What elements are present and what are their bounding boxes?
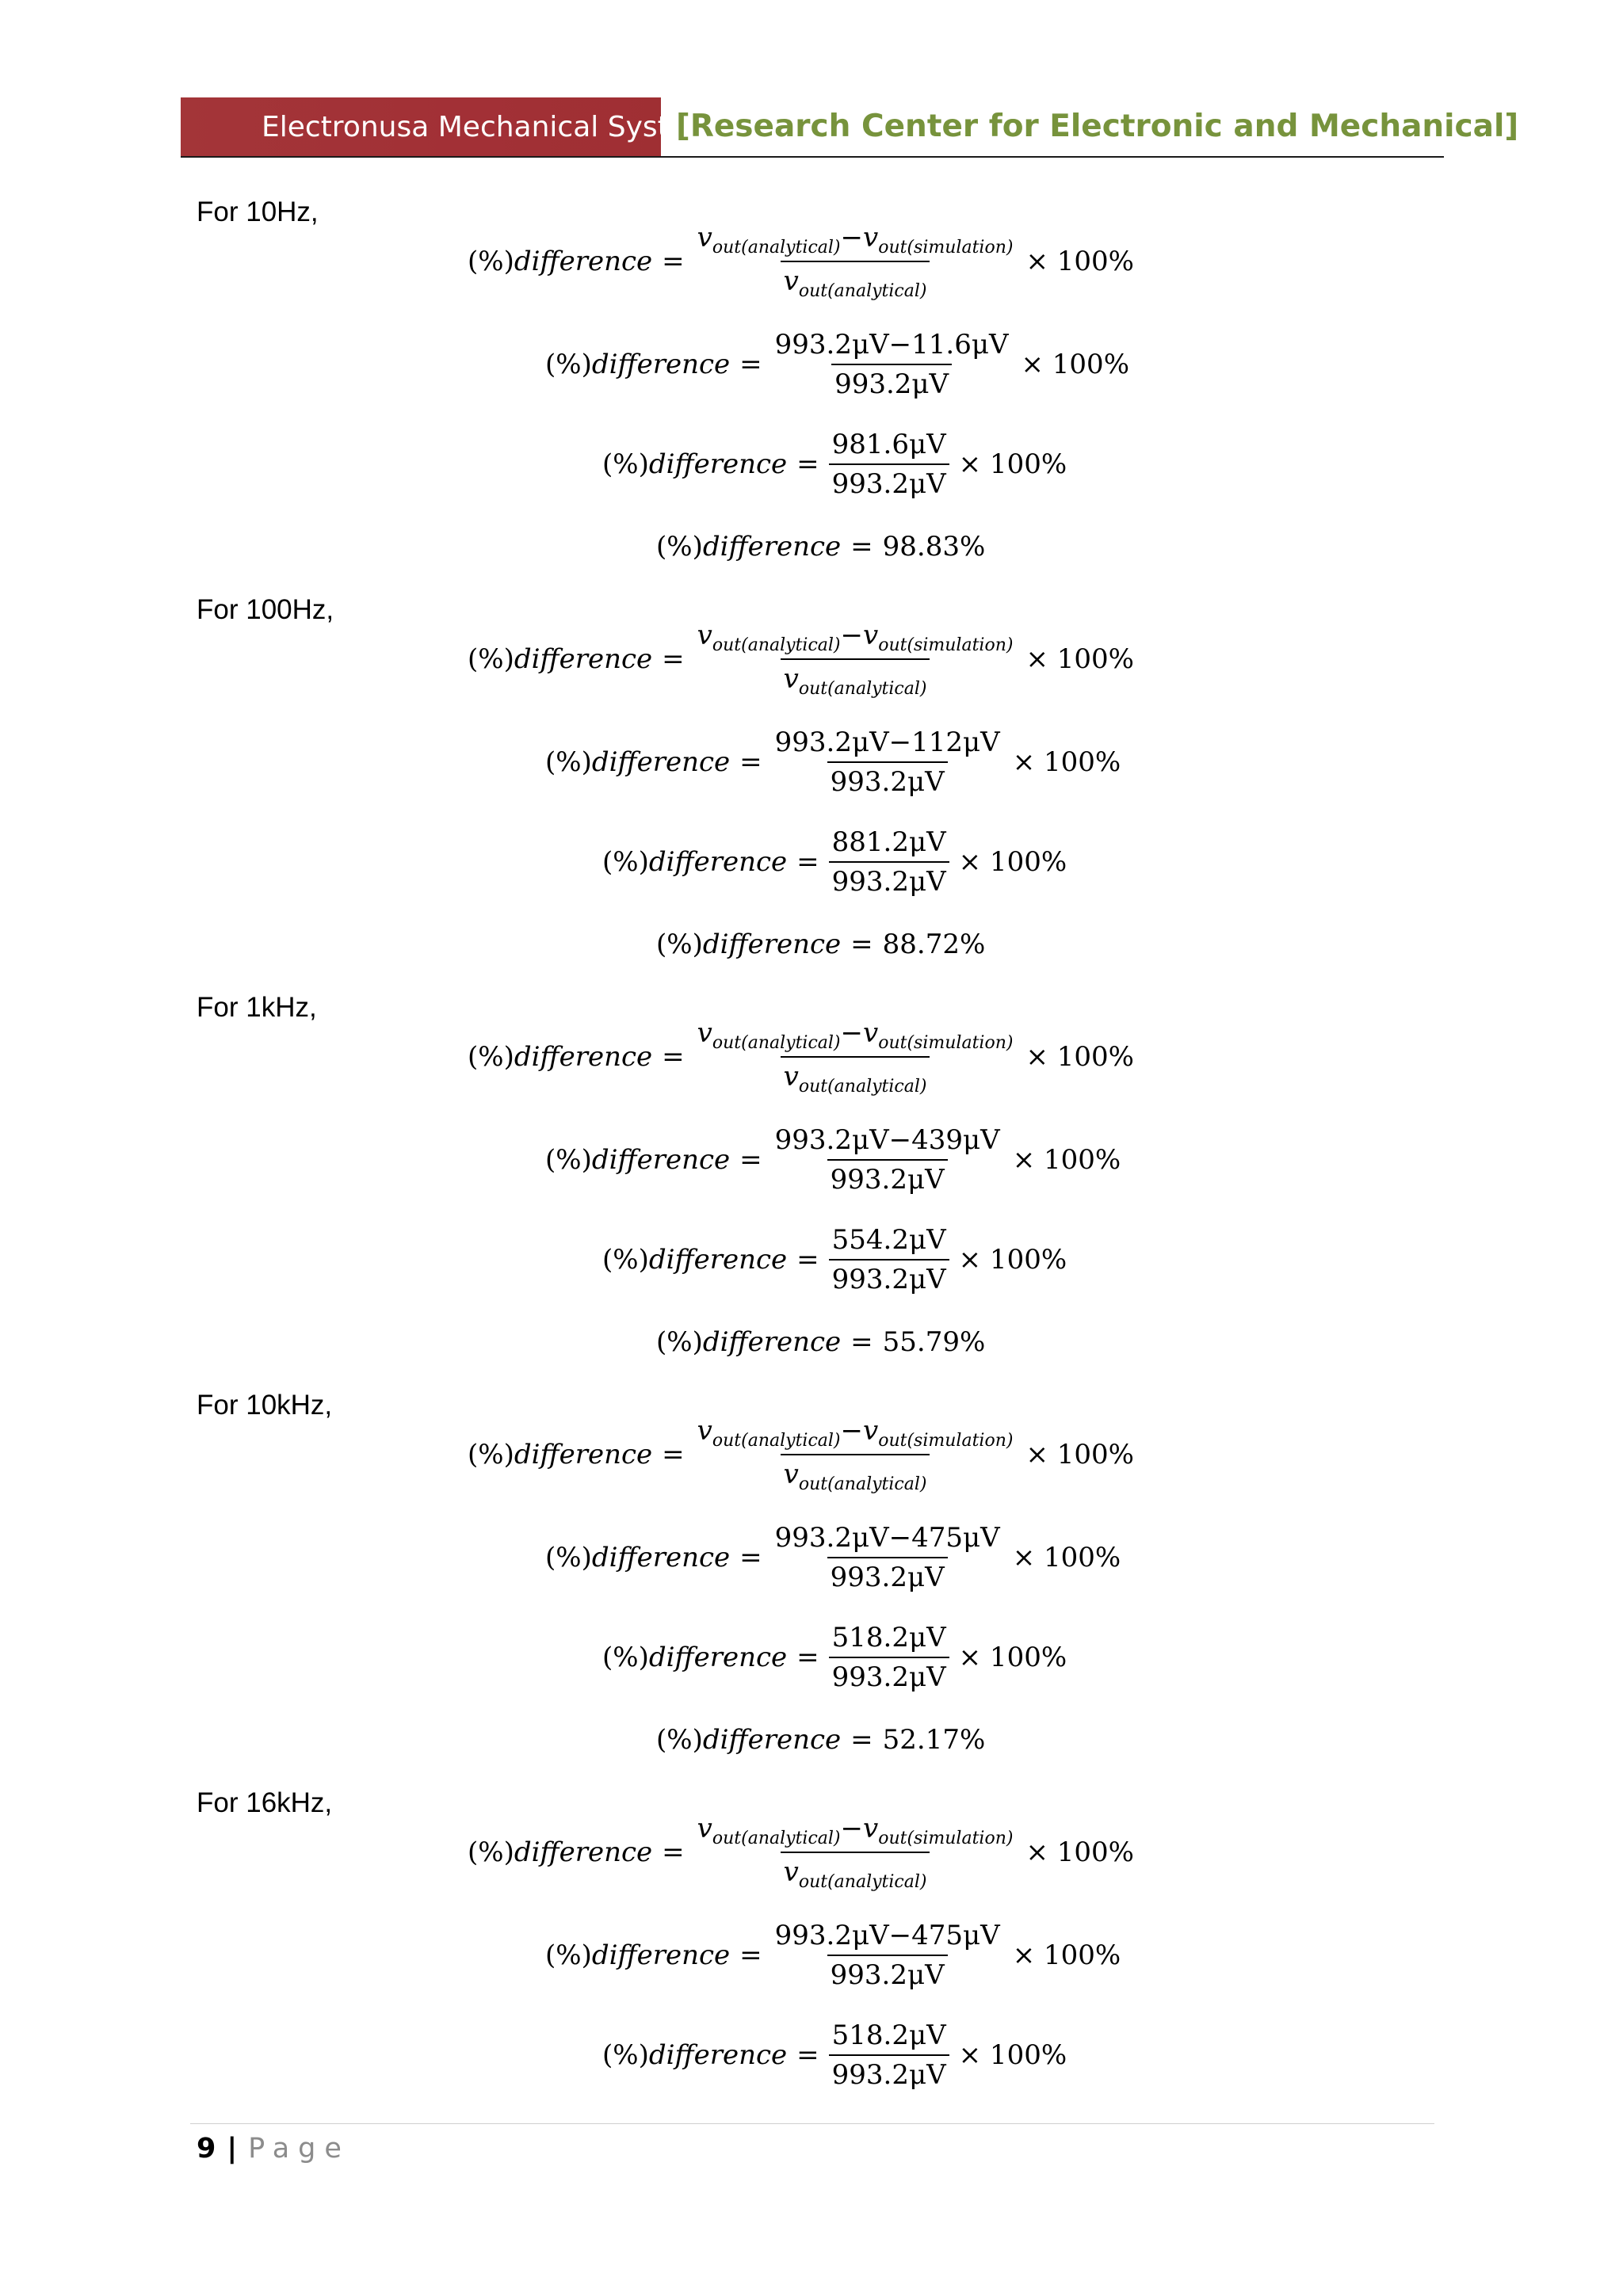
equals-sign: =: [796, 448, 819, 480]
times-100-percent: × 100%: [1025, 1836, 1134, 1868]
equation-lhs: [602, 1244, 787, 1276]
equation-result: [656, 911, 985, 978]
voltage-symbol: v: [783, 1856, 799, 1888]
denominator: 993.2μV: [829, 861, 949, 898]
analytical-value: 993.2μV: [774, 1124, 889, 1156]
denominator: 993.2μV: [829, 463, 949, 500]
voltage-term: [697, 1017, 841, 1053]
lhs-prefix: (%): [545, 349, 592, 380]
lhs-prefix: (%): [545, 1144, 592, 1176]
equation-lhs: [602, 1642, 787, 1673]
voltage-symbol: v: [697, 1415, 712, 1447]
minus-sign: −: [888, 1124, 912, 1156]
voltage-symbol: v: [863, 620, 879, 652]
fraction: [829, 1224, 949, 1295]
minus-sign: −: [888, 329, 912, 360]
voltage-subscript: out(analytical): [712, 1033, 841, 1053]
equation-lhs: [545, 746, 730, 778]
lhs-word: difference: [591, 1939, 731, 1971]
fraction: [694, 1415, 1017, 1494]
simulation-value: 475μV: [911, 1522, 1000, 1554]
equals-sign: =: [796, 2039, 819, 2071]
fraction: [694, 1017, 1017, 1097]
equals-sign: =: [796, 1244, 819, 1276]
lhs-word: difference: [648, 846, 788, 878]
equation-result: [656, 513, 985, 580]
equals-sign: =: [796, 1642, 819, 1673]
equation-lhs: [545, 1144, 730, 1176]
equals-sign: =: [739, 746, 762, 778]
equation-lhs: [656, 1326, 841, 1358]
difference-value: 981.6μV: [831, 429, 946, 460]
voltage-symbol: v: [783, 265, 799, 297]
voltage-subscript: out(analytical): [798, 1871, 927, 1892]
equation-lhs: [468, 1439, 652, 1470]
fraction: [772, 1124, 1003, 1196]
voltage-symbol: v: [697, 1017, 712, 1050]
section-label: For 100Hz,: [197, 594, 334, 625]
voltage-symbol: v: [697, 620, 712, 652]
difference-value: 518.2μV: [831, 1622, 946, 1653]
header-company: Electronusa Mechanical System: [262, 111, 714, 143]
numerator: [694, 222, 1017, 261]
lhs-prefix: (%): [656, 1724, 703, 1756]
lhs-word: difference: [702, 929, 842, 960]
equation-substituted: [545, 727, 1121, 798]
denominator: 993.2μV: [827, 1955, 948, 1991]
result-value: 88.72%: [882, 929, 986, 960]
times-100-percent: × 100%: [1025, 1439, 1134, 1470]
minus-sign: −: [840, 1415, 863, 1447]
section-label: For 10kHz,: [197, 1390, 333, 1421]
numerator: [694, 1415, 1017, 1454]
denominator: 993.2μV: [831, 364, 952, 400]
voltage-symbol: v: [783, 663, 799, 695]
equation-lhs: [656, 929, 841, 960]
numerator: [772, 1522, 1003, 1557]
lhs-word: difference: [514, 1439, 653, 1470]
times-100-percent: × 100%: [1025, 1041, 1134, 1073]
equation-difference: [602, 431, 1067, 498]
lhs-word: difference: [591, 1144, 731, 1176]
fraction: [829, 2019, 949, 2091]
equals-sign: =: [662, 1439, 685, 1470]
lhs-prefix: (%): [468, 643, 514, 675]
equation-general: [468, 1017, 1134, 1097]
voltage-subscript: out(analytical): [798, 280, 927, 301]
equals-sign: =: [850, 531, 873, 563]
equation-lhs: [468, 1836, 652, 1868]
voltage-subscript: out(analytical): [712, 635, 841, 655]
simulation-value: 439μV: [911, 1124, 1000, 1156]
minus-sign: −: [888, 1920, 912, 1951]
denominator: 993.2μV: [827, 1557, 948, 1593]
page-footer: [197, 2133, 350, 2164]
lhs-prefix: (%): [545, 746, 592, 778]
equation-substituted: [545, 331, 1129, 398]
voltage-term: [697, 1415, 841, 1451]
fraction: [694, 620, 1017, 699]
equals-sign: =: [850, 1326, 873, 1358]
lhs-word: difference: [648, 1642, 788, 1673]
section-label: For 16kHz,: [197, 1787, 333, 1818]
equation-lhs: [602, 2039, 787, 2071]
equation-lhs: [545, 349, 730, 380]
page-number: 9: [197, 2133, 216, 2164]
times-100-percent: × 100%: [1025, 643, 1134, 675]
difference-value: 554.2μV: [831, 1224, 946, 1256]
result-value: 55.79%: [882, 1326, 986, 1358]
lhs-word: difference: [702, 1326, 842, 1358]
minus-sign: −: [840, 1813, 863, 1845]
voltage-symbol: v: [783, 1061, 799, 1093]
lhs-word: difference: [648, 2039, 788, 2071]
analytical-value: 993.2μV: [774, 1522, 889, 1554]
difference-value: 881.2μV: [831, 826, 946, 858]
voltage-term: [783, 1061, 927, 1097]
result-value: 52.17%: [882, 1724, 986, 1756]
lhs-prefix: (%): [602, 1642, 649, 1673]
equals-sign: =: [739, 1144, 762, 1176]
voltage-term: [783, 265, 927, 301]
analytical-value: 993.2μV: [774, 727, 889, 758]
times-100-percent: × 100%: [1021, 349, 1129, 380]
numerator: [772, 1124, 1003, 1159]
analytical-value: 993.2μV: [774, 1920, 889, 1951]
lhs-prefix: (%): [656, 929, 703, 960]
equation-lhs: [468, 1041, 652, 1073]
lhs-prefix: (%): [656, 531, 703, 563]
equation-substituted: [545, 1524, 1121, 1591]
lhs-word: difference: [702, 531, 842, 563]
footer-separator: |: [227, 2133, 238, 2164]
lhs-prefix: (%): [656, 1326, 703, 1358]
equation-result: [656, 1309, 985, 1375]
lhs-word: difference: [591, 1542, 731, 1573]
equation-substituted: [545, 1124, 1121, 1196]
voltage-subscript: out(analytical): [798, 678, 927, 699]
minus-sign: −: [888, 1522, 912, 1554]
denominator: [781, 658, 930, 699]
minus-sign: −: [888, 727, 912, 758]
times-100-percent: × 100%: [1012, 1542, 1121, 1573]
equation-lhs: [656, 531, 841, 563]
equals-sign: =: [662, 1041, 685, 1073]
times-100-percent: × 100%: [958, 846, 1067, 878]
denominator: 993.2μV: [829, 2054, 949, 2091]
times-100-percent: × 100%: [958, 2039, 1067, 2071]
numerator: [694, 1813, 1017, 1852]
numerator: [772, 727, 1003, 761]
equals-sign: =: [662, 643, 685, 675]
equation-lhs: [656, 1724, 841, 1756]
numerator: [694, 1017, 1017, 1056]
voltage-term: [697, 1813, 841, 1848]
equation-difference: [602, 2019, 1067, 2091]
lhs-prefix: (%): [468, 1836, 514, 1868]
voltage-symbol: v: [863, 1415, 879, 1447]
times-100-percent: × 100%: [1012, 1144, 1121, 1176]
fraction: [772, 1522, 1003, 1593]
equation-difference: [602, 1226, 1067, 1293]
header-center: [Research Center for Electronic and Mechanical]: [676, 109, 1519, 144]
simulation-value: 11.6μV: [911, 329, 1009, 360]
equals-sign: =: [662, 1836, 685, 1868]
voltage-term: [783, 1856, 927, 1892]
voltage-term: [863, 1813, 1014, 1848]
equation-general: [468, 1415, 1134, 1494]
lhs-word: difference: [514, 1836, 653, 1868]
lhs-word: difference: [514, 643, 653, 675]
lhs-prefix: (%): [602, 2039, 649, 2071]
minus-sign: −: [840, 620, 863, 652]
lhs-word: difference: [648, 448, 788, 480]
equation-lhs: [545, 1542, 730, 1573]
voltage-subscript: out(simulation): [878, 1033, 1014, 1053]
voltage-subscript: out(simulation): [878, 1431, 1014, 1451]
times-100-percent: × 100%: [1025, 246, 1134, 277]
section-label: For 10Hz,: [197, 196, 319, 227]
denominator: 993.2μV: [827, 1159, 948, 1196]
lhs-word: difference: [514, 246, 653, 277]
voltage-symbol: v: [863, 1813, 879, 1845]
times-100-percent: × 100%: [1012, 746, 1121, 778]
voltage-symbol: v: [697, 222, 712, 254]
voltage-symbol: v: [697, 1813, 712, 1845]
lhs-prefix: (%): [602, 448, 649, 480]
voltage-subscript: out(analytical): [712, 238, 841, 257]
section-label: For 1kHz,: [197, 992, 317, 1023]
equation-general: [468, 620, 1134, 699]
equation-lhs: [468, 643, 652, 675]
equation-lhs: [602, 846, 787, 878]
voltage-term: [863, 620, 1014, 655]
voltage-term: [863, 1017, 1014, 1053]
voltage-symbol: v: [783, 1459, 799, 1490]
lhs-word: difference: [514, 1041, 653, 1073]
equation-difference: [602, 1624, 1067, 1691]
lhs-prefix: (%): [545, 1542, 592, 1573]
fraction: [829, 826, 949, 898]
fraction: [829, 429, 949, 500]
voltage-subscript: out(simulation): [878, 1829, 1014, 1848]
equation-general: [468, 1813, 1134, 1892]
equals-sign: =: [739, 1939, 762, 1971]
lhs-prefix: (%): [602, 846, 649, 878]
numerator: [772, 1920, 1003, 1955]
voltage-subscript: out(simulation): [878, 635, 1014, 655]
equation-general: [468, 222, 1134, 301]
equation-lhs: [468, 246, 652, 277]
voltage-term: [863, 222, 1014, 257]
times-100-percent: × 100%: [958, 1244, 1067, 1276]
times-100-percent: × 100%: [958, 448, 1067, 480]
voltage-term: [697, 222, 841, 257]
times-100-percent: × 100%: [958, 1642, 1067, 1673]
denominator: 993.2μV: [829, 1259, 949, 1295]
lhs-word: difference: [591, 349, 731, 380]
simulation-value: 475μV: [911, 1920, 1000, 1951]
denominator: [781, 261, 930, 301]
denominator: [781, 1852, 930, 1892]
equals-sign: =: [739, 349, 762, 380]
voltage-term: [697, 620, 841, 655]
result-value: 98.83%: [882, 531, 986, 563]
voltage-subscript: out(analytical): [712, 1431, 841, 1451]
equation-substituted: [545, 1922, 1121, 1989]
lhs-prefix: (%): [602, 1244, 649, 1276]
equals-sign: =: [796, 846, 819, 878]
equation-lhs: [545, 1939, 730, 1971]
simulation-value: 112μV: [911, 727, 1000, 758]
page-word: Page: [248, 2133, 350, 2164]
denominator: 993.2μV: [827, 761, 948, 798]
voltage-subscript: out(analytical): [798, 1076, 927, 1097]
fraction: [772, 329, 1012, 400]
equals-sign: =: [662, 246, 685, 277]
minus-sign: −: [840, 1017, 863, 1050]
fraction: [694, 222, 1017, 301]
fraction: [694, 1813, 1017, 1892]
equation-lhs: [602, 448, 787, 480]
header-rule: [181, 156, 1444, 158]
lhs-word: difference: [648, 1244, 788, 1276]
times-100-percent: × 100%: [1012, 1939, 1121, 1971]
equals-sign: =: [850, 929, 873, 960]
analytical-value: 993.2μV: [774, 329, 889, 360]
voltage-term: [783, 1459, 927, 1494]
lhs-prefix: (%): [545, 1939, 592, 1971]
lhs-prefix: (%): [468, 1439, 514, 1470]
fraction: [772, 727, 1003, 798]
voltage-symbol: v: [863, 1017, 879, 1050]
lhs-word: difference: [591, 746, 731, 778]
equation-result: [656, 1707, 985, 1773]
minus-sign: −: [840, 222, 863, 254]
voltage-term: [783, 663, 927, 699]
lhs-word: difference: [702, 1724, 842, 1756]
fraction: [772, 1920, 1003, 1991]
lhs-prefix: (%): [468, 1041, 514, 1073]
voltage-subscript: out(analytical): [798, 1474, 927, 1494]
denominator: [781, 1056, 930, 1097]
denominator: [781, 1454, 930, 1494]
numerator: [694, 620, 1017, 658]
equals-sign: =: [739, 1542, 762, 1573]
footer-rule: [190, 2123, 1434, 2124]
voltage-subscript: out(simulation): [878, 238, 1014, 257]
fraction: [829, 1622, 949, 1693]
lhs-prefix: (%): [468, 246, 514, 277]
numerator: [772, 329, 1012, 364]
equals-sign: =: [850, 1724, 873, 1756]
voltage-term: [863, 1415, 1014, 1451]
difference-value: 518.2μV: [831, 2019, 946, 2051]
voltage-subscript: out(analytical): [712, 1829, 841, 1848]
voltage-symbol: v: [863, 222, 879, 254]
denominator: 993.2μV: [829, 1657, 949, 1693]
equation-difference: [602, 826, 1067, 898]
